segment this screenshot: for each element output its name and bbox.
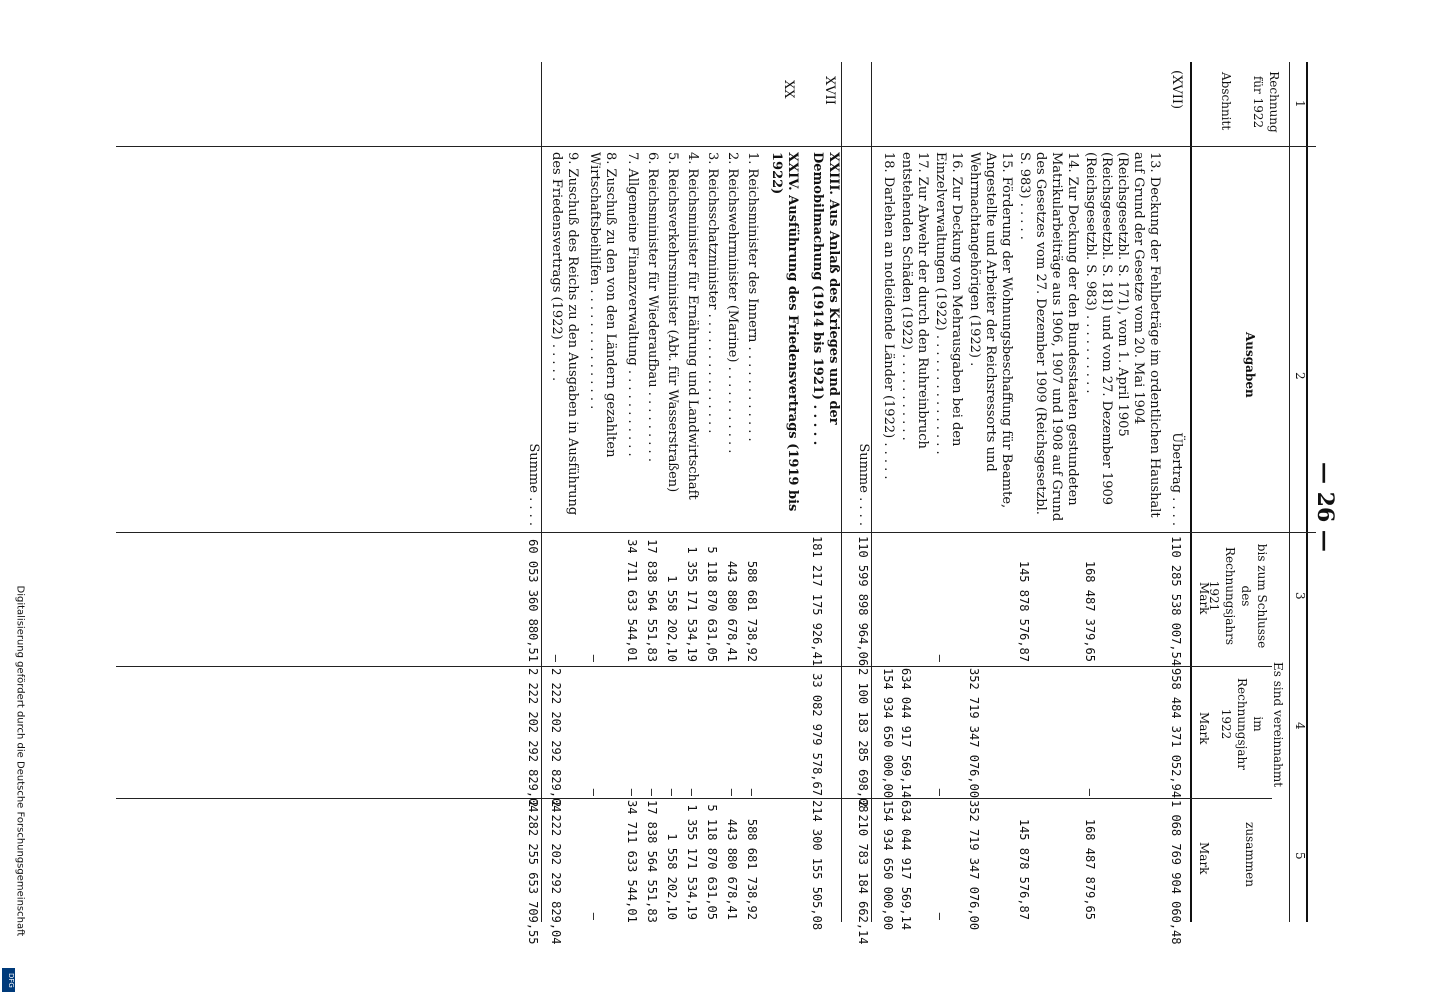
ledger-page <box>116 62 1338 945</box>
value-col4: 634 044 917 569,14 <box>899 668 913 799</box>
table-row <box>742 62 760 922</box>
value-col3: 588 681 738,92 <box>745 560 759 662</box>
row-text: Summe . . . . <box>856 443 871 526</box>
value-col3: 181 217 175 926,41 <box>810 536 824 667</box>
table-row <box>898 62 930 931</box>
value-col4: — <box>933 788 947 796</box>
value-col4: 352 719 347 076,00 <box>967 668 981 799</box>
table-row <box>702 62 720 922</box>
row-text: 1. Reichsminister des Innern . . . . . . . . . . . . <box>745 152 760 442</box>
table-row <box>966 62 1014 931</box>
value-col5: 154 934 650 000,00 <box>881 800 895 931</box>
row-text: 17. Zur Abwehr der durch den Ruhreinbruch entstehenden Schäden (1922) . . . . . . . . . . . <box>899 152 930 449</box>
row-text: XXIII. Aus Anlaß des Krieges und der Demobilmachung (1914 bis 1921) . . . . . <box>810 152 841 446</box>
value-col4: 2 222 202 292 829,04 <box>526 668 540 813</box>
dfg-logo: DFG <box>2 968 15 992</box>
row-text: 5. Reichsverkehrsminister (Abt. für Wasserstraßen) <box>665 152 680 493</box>
header-rule <box>1190 62 1192 922</box>
value-col5: — <box>933 912 947 920</box>
row-text: 6. Reichsminister für Wiederaufbau . . . . . . . . . <box>645 152 660 462</box>
row-text: 16. Zur Deckung von Mehrausgaben bei den Einzelverwaltungen (1922) . . . . . . . . . . . . . . . <box>933 152 964 455</box>
value-col4: — <box>725 788 739 796</box>
value-col4: 958 484 371 052,94 <box>1169 668 1183 799</box>
value-col3: 17 838 564 551,83 <box>645 539 659 662</box>
unit-col4: Mark <box>1197 712 1211 745</box>
value-col3: 110 285 538 007,54 <box>1169 536 1183 667</box>
row-text: 13. Deckung der Fehlbeträge im ordentlichen Haushalt auf Grund der Gesetze vom 20. Mai 1904 (Reichsgesetzbl. S. 171), vom 1. April 1905 (Reichsgesetzbl. S. 181) und vom 27. Dezember 1909 (Reichsgesetzbl. S. 983) . . . . . . . . . . <box>1083 152 1162 518</box>
header-abschnitt: Abschnitt <box>1219 72 1233 131</box>
section-label: XX <box>781 80 796 99</box>
row-text: Übertrag . . . . <box>1169 432 1184 526</box>
unit-col3: Mark <box>1197 582 1211 615</box>
section-label: XVII <box>822 76 837 105</box>
row-text: 2. Reichswehrminister (Marine) . . . . . . . . . . . <box>725 152 740 454</box>
value-col4: — <box>665 788 679 796</box>
value-col5: — <box>587 912 601 920</box>
value-col3: — <box>549 654 563 662</box>
table-row <box>722 62 740 922</box>
value-col5: 1 558 202,10 <box>665 833 679 920</box>
top-rule <box>1306 62 1308 922</box>
unit-col5: Mark <box>1197 842 1211 875</box>
row-text: 4. Reichsminister für Ernährung und Landwirtschaft <box>685 152 700 500</box>
row-text: 3. Reichsschatzminister . . . . . . . . . . . . . . . <box>705 152 720 434</box>
table-row <box>584 62 618 922</box>
value-col5: 634 044 917 569,14 <box>899 800 913 931</box>
value-col5: 145 878 576,87 <box>1017 818 1031 920</box>
value-col4: — <box>745 788 759 796</box>
table-row <box>1082 62 1162 922</box>
sum-row <box>851 62 872 945</box>
header-ausgaben: Ausgaben <box>1243 332 1257 398</box>
row-text: 7. Allgemeine Finanzverwaltung . . . . . . . . . . . <box>625 152 640 457</box>
value-col3: — <box>587 654 601 662</box>
value-col4: 33 082 979 578,67 <box>810 673 824 796</box>
table-row <box>546 62 580 945</box>
column-number-3: 3 <box>1293 592 1307 600</box>
value-col3: 443 880 678,41 <box>725 560 739 662</box>
value-col4: 154 934 650 000,00 <box>881 668 895 799</box>
value-col5: 17 838 564 551,83 <box>645 800 659 923</box>
value-col3: 5 118 870 631,05 <box>705 546 719 662</box>
row-text: 15. Förderung der Wohnungsbeschaffung für Beamte, Angestellte und Arbeiter der Reichsressorts und Wehrmachtangehörigen (1922) . <box>967 152 1014 509</box>
value-col5: 2 282 255 653 709,55 <box>526 800 540 945</box>
column-number-1: 1 <box>1293 100 1307 108</box>
value-col3: 110 599 898 964,06 <box>856 536 870 667</box>
table-row <box>1016 62 1080 922</box>
value-col3: 1 558 202,10 <box>665 575 679 662</box>
sum-row <box>521 62 542 945</box>
table-row <box>622 62 640 922</box>
value-col5: 2 210 783 184 662,14 <box>856 800 870 945</box>
value-col4: 2 222 202 292 829,04 <box>549 668 563 813</box>
value-col5: 214 300 155 505,08 <box>810 800 824 931</box>
column-number-rule <box>1289 62 1290 922</box>
value-col5: 2 222 202 292 829,04 <box>549 800 563 945</box>
row-text: XXIV. Ausführung des Friedensvertrags (1919 bis 1922) <box>769 152 800 512</box>
section-label: (XVII) <box>1169 70 1184 110</box>
row-text: 8. Zuschuß zu den von den Ländern gezahlten Wirtschaftsbeihilfen . . . . . . . . . . . . . . . <box>587 152 618 458</box>
value-col4: — <box>685 788 699 796</box>
value-col5: 588 681 738,92 <box>745 818 759 920</box>
value-col5: 443 880 678,41 <box>725 818 739 920</box>
value-col5: 5 118 870 631,05 <box>705 804 719 920</box>
table-row <box>662 62 680 922</box>
header-group: Es sind vereinnahmt <box>1271 662 1285 788</box>
value-col4: 2 100 183 285 698,08 <box>856 668 870 813</box>
value-col3: — <box>933 654 947 662</box>
value-col5: 168 487 879,65 <box>1083 818 1097 920</box>
column-number-4: 4 <box>1293 722 1307 730</box>
table-row <box>642 62 660 922</box>
value-col4: — <box>645 788 659 796</box>
table-row <box>1164 62 1184 945</box>
value-col5: 34 711 633 544,01 <box>625 800 639 923</box>
table-row <box>932 62 964 922</box>
header-rechnung: Rechnung für 1922 <box>1251 71 1281 133</box>
value-col4: — <box>625 788 639 796</box>
value-col3: 1 355 171 534,19 <box>685 546 699 662</box>
sidebar-credit <box>0 585 26 1000</box>
value-col3: 145 878 576,87 <box>1017 560 1031 662</box>
table-row <box>766 62 800 922</box>
row-text: 18. Darlehen an notleidende Länder (1922) . . . . . <box>881 152 896 480</box>
column-number-5: 5 <box>1293 852 1307 860</box>
table-row <box>807 62 842 931</box>
table-row <box>682 62 700 922</box>
row-text: 9. Zuschuß des Reichs zu den Ausgaben in Ausführung des Friedensvertrags (1922) . . . . . <box>549 152 580 516</box>
column-number-2: 2 <box>1293 372 1307 380</box>
value-col5: 1 068 769 904 060,48 <box>1169 800 1183 945</box>
value-col5: 352 719 347 076,00 <box>967 800 981 931</box>
funding-credit-text: Digitalisierung gefördert durch die Deutsche Forschungsgemeinschaft <box>14 585 26 937</box>
page-number: — 26 — <box>1312 462 1338 552</box>
header-col4: im Rechnungsjahr 1922 <box>1219 678 1265 770</box>
value-col3: 60 053 360 880,51 <box>526 539 540 662</box>
table-row <box>878 62 896 931</box>
value-col3: 168 487 379,65 <box>1083 560 1097 662</box>
value-col5: 1 355 171 534,19 <box>685 804 699 920</box>
value-col4: — <box>587 788 601 796</box>
row-text: Summe . . . . <box>526 443 541 526</box>
value-col3: 34 711 633 544,01 <box>625 539 639 662</box>
row-text: 14. Zur Deckung der den Bundesstaaten gestundeten Matrikularbeiträge aus 1906, 1907 und 1908 auf Grund des Gesetzes vom 27. Dezember 1909 (Reichsgesetzbl. S. 983) . . . . . <box>1017 152 1080 522</box>
header-col3: bis zum Schlusse des Rechnungsjahrs 1921 <box>1207 543 1269 649</box>
header-col5: zusammen <box>1243 822 1257 887</box>
value-col4: — <box>1083 788 1097 796</box>
